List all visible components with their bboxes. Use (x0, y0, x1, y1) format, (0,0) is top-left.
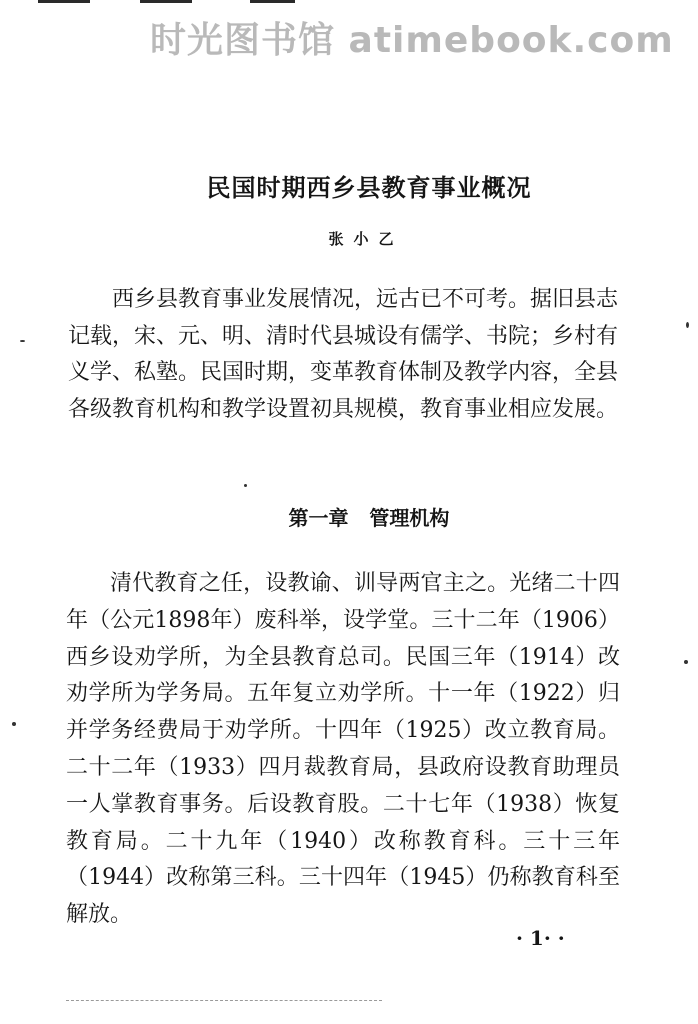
chapter-body-paragraph: 清代教育之任，设教谕、训导两官主之。光绪二十四年（公元1898年）废科举，设学堂。三十二年（1906）西乡设劝学所，为全县教育总司。民国三年（1914）改劝学所为学务局。五年复立劝学所。十一年（1922）归并学务经费局于劝学所。十四年（1925）改立教育局。二十二年（1933）四月裁教育局，县政府设教育助理员一人掌教育事务。后设教育股。二十七年（1938）恢复教育局。二十九年（1940）改称教育科。三十三年（1944）改称第三科。三十四年（1945）仍称教育科至解放。 (66, 571, 620, 928)
margin-speck (686, 322, 689, 328)
page-number: · 1· · (516, 926, 565, 950)
top-rule-left (38, 0, 90, 3)
margin-speck (684, 660, 688, 664)
top-rule-right (250, 0, 295, 3)
chapter-heading: 第一章 管理机构 (288, 506, 450, 530)
top-rule-middle (140, 0, 192, 3)
margin-speck (12, 722, 16, 726)
bottom-rule (66, 1000, 382, 1001)
article-title: 民国时期西乡县教育事业概况 (206, 173, 532, 202)
margin-speck (244, 484, 247, 487)
watermark: 时光图书馆 atimebook.com (150, 20, 674, 61)
intro-paragraph: 西乡县教育事业发展情况，远古已不可考。据旧县志记载，宋、元、明、清时代县城设有儒学、书院；乡村有义学、私塾。民国时期，变革教育体制及教学内容，全县各级教育机构和教学设置初具规模，教育事业相应发展。 (68, 287, 619, 422)
article-author: 张小乙 (328, 230, 404, 248)
margin-speck (20, 340, 25, 342)
